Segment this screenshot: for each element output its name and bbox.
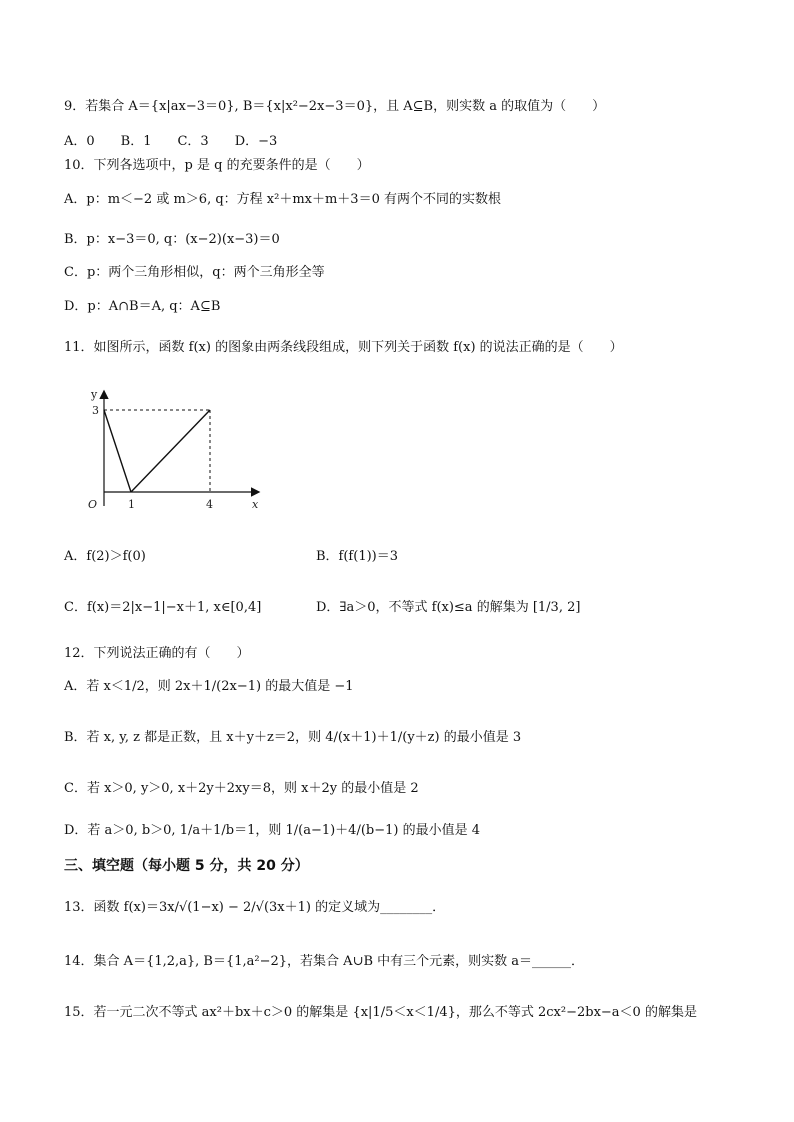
q10-option-d: D．p：A∩B＝A, q：A⊆B — [64, 299, 221, 314]
q10-option-a: A．p：m＜−2 或 m＞6, q：方程 x²＋mx＋m＋3＝0 有两个不同的实数根 — [64, 192, 501, 207]
q15: 15．若一元二次不等式 ax²＋bx＋c＞0 的解集是 {x|1/5＜x＜1/4}，那么不等式 2cx²−2bx−a＜0 的解集是 — [64, 1005, 697, 1020]
q14: 14．集合 A＝{1,2,a}, B＝{1,a²−2}，若集合 A∪B 中有三个元素，则实数 a＝______． — [64, 954, 585, 969]
q11-option-d: D．∃a＞0，不等式 f(x)≤a 的解集为 [1/3, 2] — [316, 600, 581, 615]
q12-option-b: B．若 x, y, z 都是正数，且 x＋y＋z＝2，则 4/(x＋1)＋1/(y＋z) 的最小值是 3 — [64, 730, 522, 745]
section-3-heading: 三、填空题（每小题 5 分，共 20 分） — [64, 858, 309, 874]
origin-label: O — [88, 498, 98, 511]
q10-stem: 10．下列各选项中，p 是 q 的充要条件的是（ ） — [64, 158, 370, 173]
q12-option-d: D．若 a＞0, b＞0, 1/a＋1/b＝1，则 1/(a−1)＋4/(b−1) 的最小值是 4 — [64, 823, 481, 838]
q10-option-c: C．p：两个三角形相似，q：两个三角形全等 — [64, 265, 325, 280]
q11-stem: 11．如图所示，函数 f(x) 的图象由两条线段组成，则下列关于函数 f(x) 的说法正确的是（ ） — [64, 340, 623, 355]
segment-1-to-4 — [131, 410, 210, 492]
segment-0-to-1 — [104, 410, 131, 492]
y-tick-3: 3 — [92, 404, 99, 417]
x-axis-label: x — [252, 498, 259, 511]
q11-option-b: B．f(f(1))＝3 — [316, 549, 399, 564]
q11-option-c: C．f(x)＝2|x−1|−x＋1, x∈[0,4] — [64, 600, 262, 615]
x-tick-1: 1 — [128, 498, 135, 511]
q13: 13．函数 f(x)＝3x/√(1−x) − 2/√(3x＋1) 的定义域为________． — [64, 900, 446, 915]
x-tick-4: 4 — [206, 498, 213, 511]
q12-option-a: A．若 x＜1/2，则 2x＋1/(2x−1) 的最大值是 −1 — [64, 679, 354, 694]
y-axis-label: y — [91, 388, 98, 401]
q11-function-graph — [78, 384, 268, 516]
q9-stem: 9．若集合 A＝{x|ax−3＝0}, B＝{x|x²−2x−3＝0}，且 A⊆B，则实数 a 的取值为（ ） — [64, 99, 606, 114]
q9-options: A．0 B．1 C．3 D．−3 — [64, 134, 278, 149]
q12-option-c: C．若 x＞0, y＞0, x＋2y＋2xy＝8，则 x＋2y 的最小值是 2 — [64, 781, 419, 796]
q11-option-a: A．f(2)＞f(0) — [64, 549, 146, 564]
q10-option-b: B．p：x−3＝0, q：(x−2)(x−3)＝0 — [64, 232, 280, 247]
q12-stem: 12．下列说法正确的有（ ） — [64, 646, 250, 661]
